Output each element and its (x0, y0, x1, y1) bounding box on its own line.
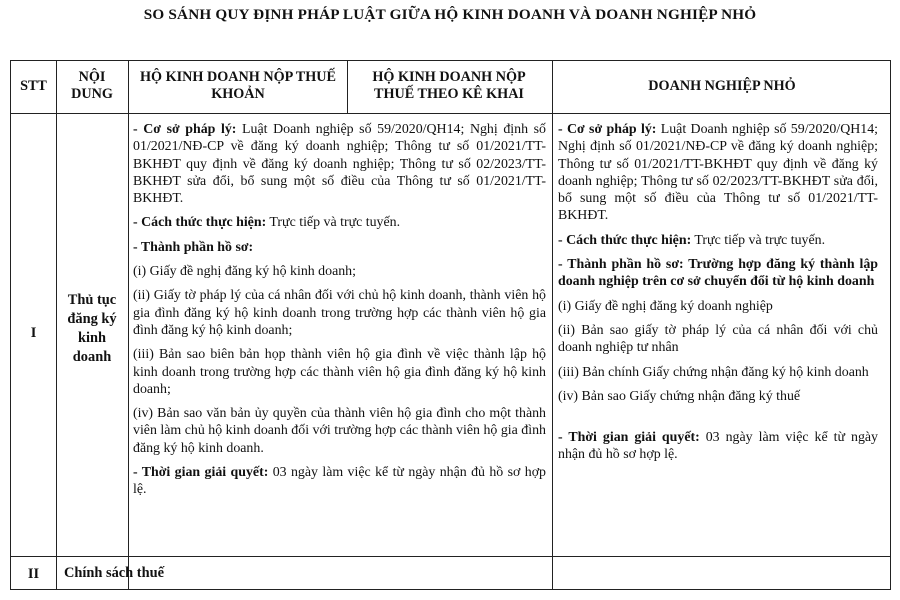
grid-line (11, 113, 890, 114)
text: Trực tiếp và trực tuyến. (266, 215, 401, 231)
label: - Cách thức thực hiện: (558, 232, 692, 248)
doanh-nghiep-cell (558, 121, 878, 464)
label: - Cơ sở pháp lý: (558, 122, 657, 137)
grid-line (56, 61, 57, 589)
list-item: (ii) Giấy tờ pháp lý của cá nhân đối với chủ hộ kinh doanh, thành viên hộ gia đình đăng ký hộ kinh doanh trong trường hợp các thành viên hộ gia đình đăng ký hộ kinh doanh; (133, 288, 546, 338)
header-ho-thue-khoan: HỘ KINH DOANH NỘP THUẾ KHOẢN (139, 69, 337, 102)
list-item: (iii) Bản sao biên bản họp thành viên hộ gia đình về việc thành lập hộ kinh doanh trong trường hợp các thành viên hộ gia đình đăng ký hộ kinh doanh; (133, 347, 546, 397)
grid-line (347, 61, 348, 113)
list-item: (ii) Bản sao giấy tờ pháp lý của cá nhân đối với chủ doanh nghiệp tư nhân (558, 322, 878, 356)
document-title: SO SÁNH QUY ĐỊNH PHÁP LUẬT GIỮA HỘ KINH DOANH VÀ DOANH NGHIỆP NHỎ (143, 6, 757, 23)
header-doanh-nghiep: DOANH NGHIỆP NHỎ (648, 78, 796, 94)
list-item: (i) Giấy đề nghị đăng ký doanh nghiệp (558, 298, 773, 314)
text: Trực tiếp và trực tuyến. (691, 232, 826, 248)
grid-line (128, 61, 129, 589)
grid-line (552, 61, 553, 589)
label: - Thời gian giải quyết: (133, 465, 269, 481)
header-stt: STT (20, 78, 47, 94)
row-noi-dung: Chính sách thuế (64, 565, 164, 581)
grid-line (11, 556, 890, 557)
list-item: (iv) Bản sao Giấy chứng nhận đăng ký thuế (558, 388, 801, 404)
label: - Cách thức thực hiện: (133, 215, 267, 231)
row-stt: II (27, 566, 40, 582)
header-ho-thue-ke-khai: HỘ KINH DOANH NỘP THUẾ THEO KÊ KHAI (372, 69, 526, 102)
row-stt: I (30, 325, 37, 341)
comparison-table (10, 60, 891, 590)
text: 03 ngày làm việc kể từ ngày nhận đủ hồ sơ hợp lệ. (133, 465, 546, 498)
list-item: (iv) Bản sao văn bản ủy quyền của thành viên hộ gia đình cho một thành viên làm chủ hộ kinh doanh đối với trường hợp các thành viên hộ gia đình đăng ký hộ kinh doanh. (133, 406, 546, 456)
text: 03 ngày làm việc kể từ ngày nhận đủ hồ sơ hợp lệ. (558, 430, 878, 463)
label: - Thành phần hồ sơ: Trường hợp đăng ký thành lập doanh nghiệp trên cơ sở chuyển đổi từ hộ kinh doanh (558, 257, 878, 290)
label: - Cơ sở pháp lý: (133, 122, 237, 137)
text: Luật Doanh nghiệp số 59/2020/QH14; Nghị định số 01/2021/NĐ-CP về đăng ký doanh nghiệp; Thông tư số 01/2021/TT-BKHĐT quy định về đăng ký doanh nghiệp; Thông tư số 02/2023/TT-BKHĐT sửa đổi, bổ sung một số điều của Thông tư số 01/2021/TT-BKHĐT. (558, 122, 879, 224)
label: - Thời gian giải quyết: (558, 430, 700, 446)
row-noi-dung: Thủ tục đăng ký kinh doanh (67, 292, 117, 365)
ho-kinh-doanh-cell (133, 121, 546, 499)
text: Luật Doanh nghiệp số 59/2020/QH14; Nghị định số 01/2021/NĐ-CP về đăng ký doanh nghiệp; Thông tư số 01/2021/TT- BKHĐT quy định về đăng ký doanh nghiệp; Thông tư số 02/2023/TT-BKHĐT sửa đổi, bổ sung một số điều của Thông tư số 01/2021/TT-BKHĐT. (133, 122, 546, 207)
list-item: (iii) Bản chính Giấy chứng nhận đăng ký hộ kinh doanh (558, 364, 869, 380)
list-item: (i) Giấy đề nghị đăng ký hộ kinh doanh; (133, 264, 356, 280)
header-noi-dung: NỘI DUNG (71, 69, 113, 102)
label: - Thành phần hồ sơ: (133, 239, 254, 255)
